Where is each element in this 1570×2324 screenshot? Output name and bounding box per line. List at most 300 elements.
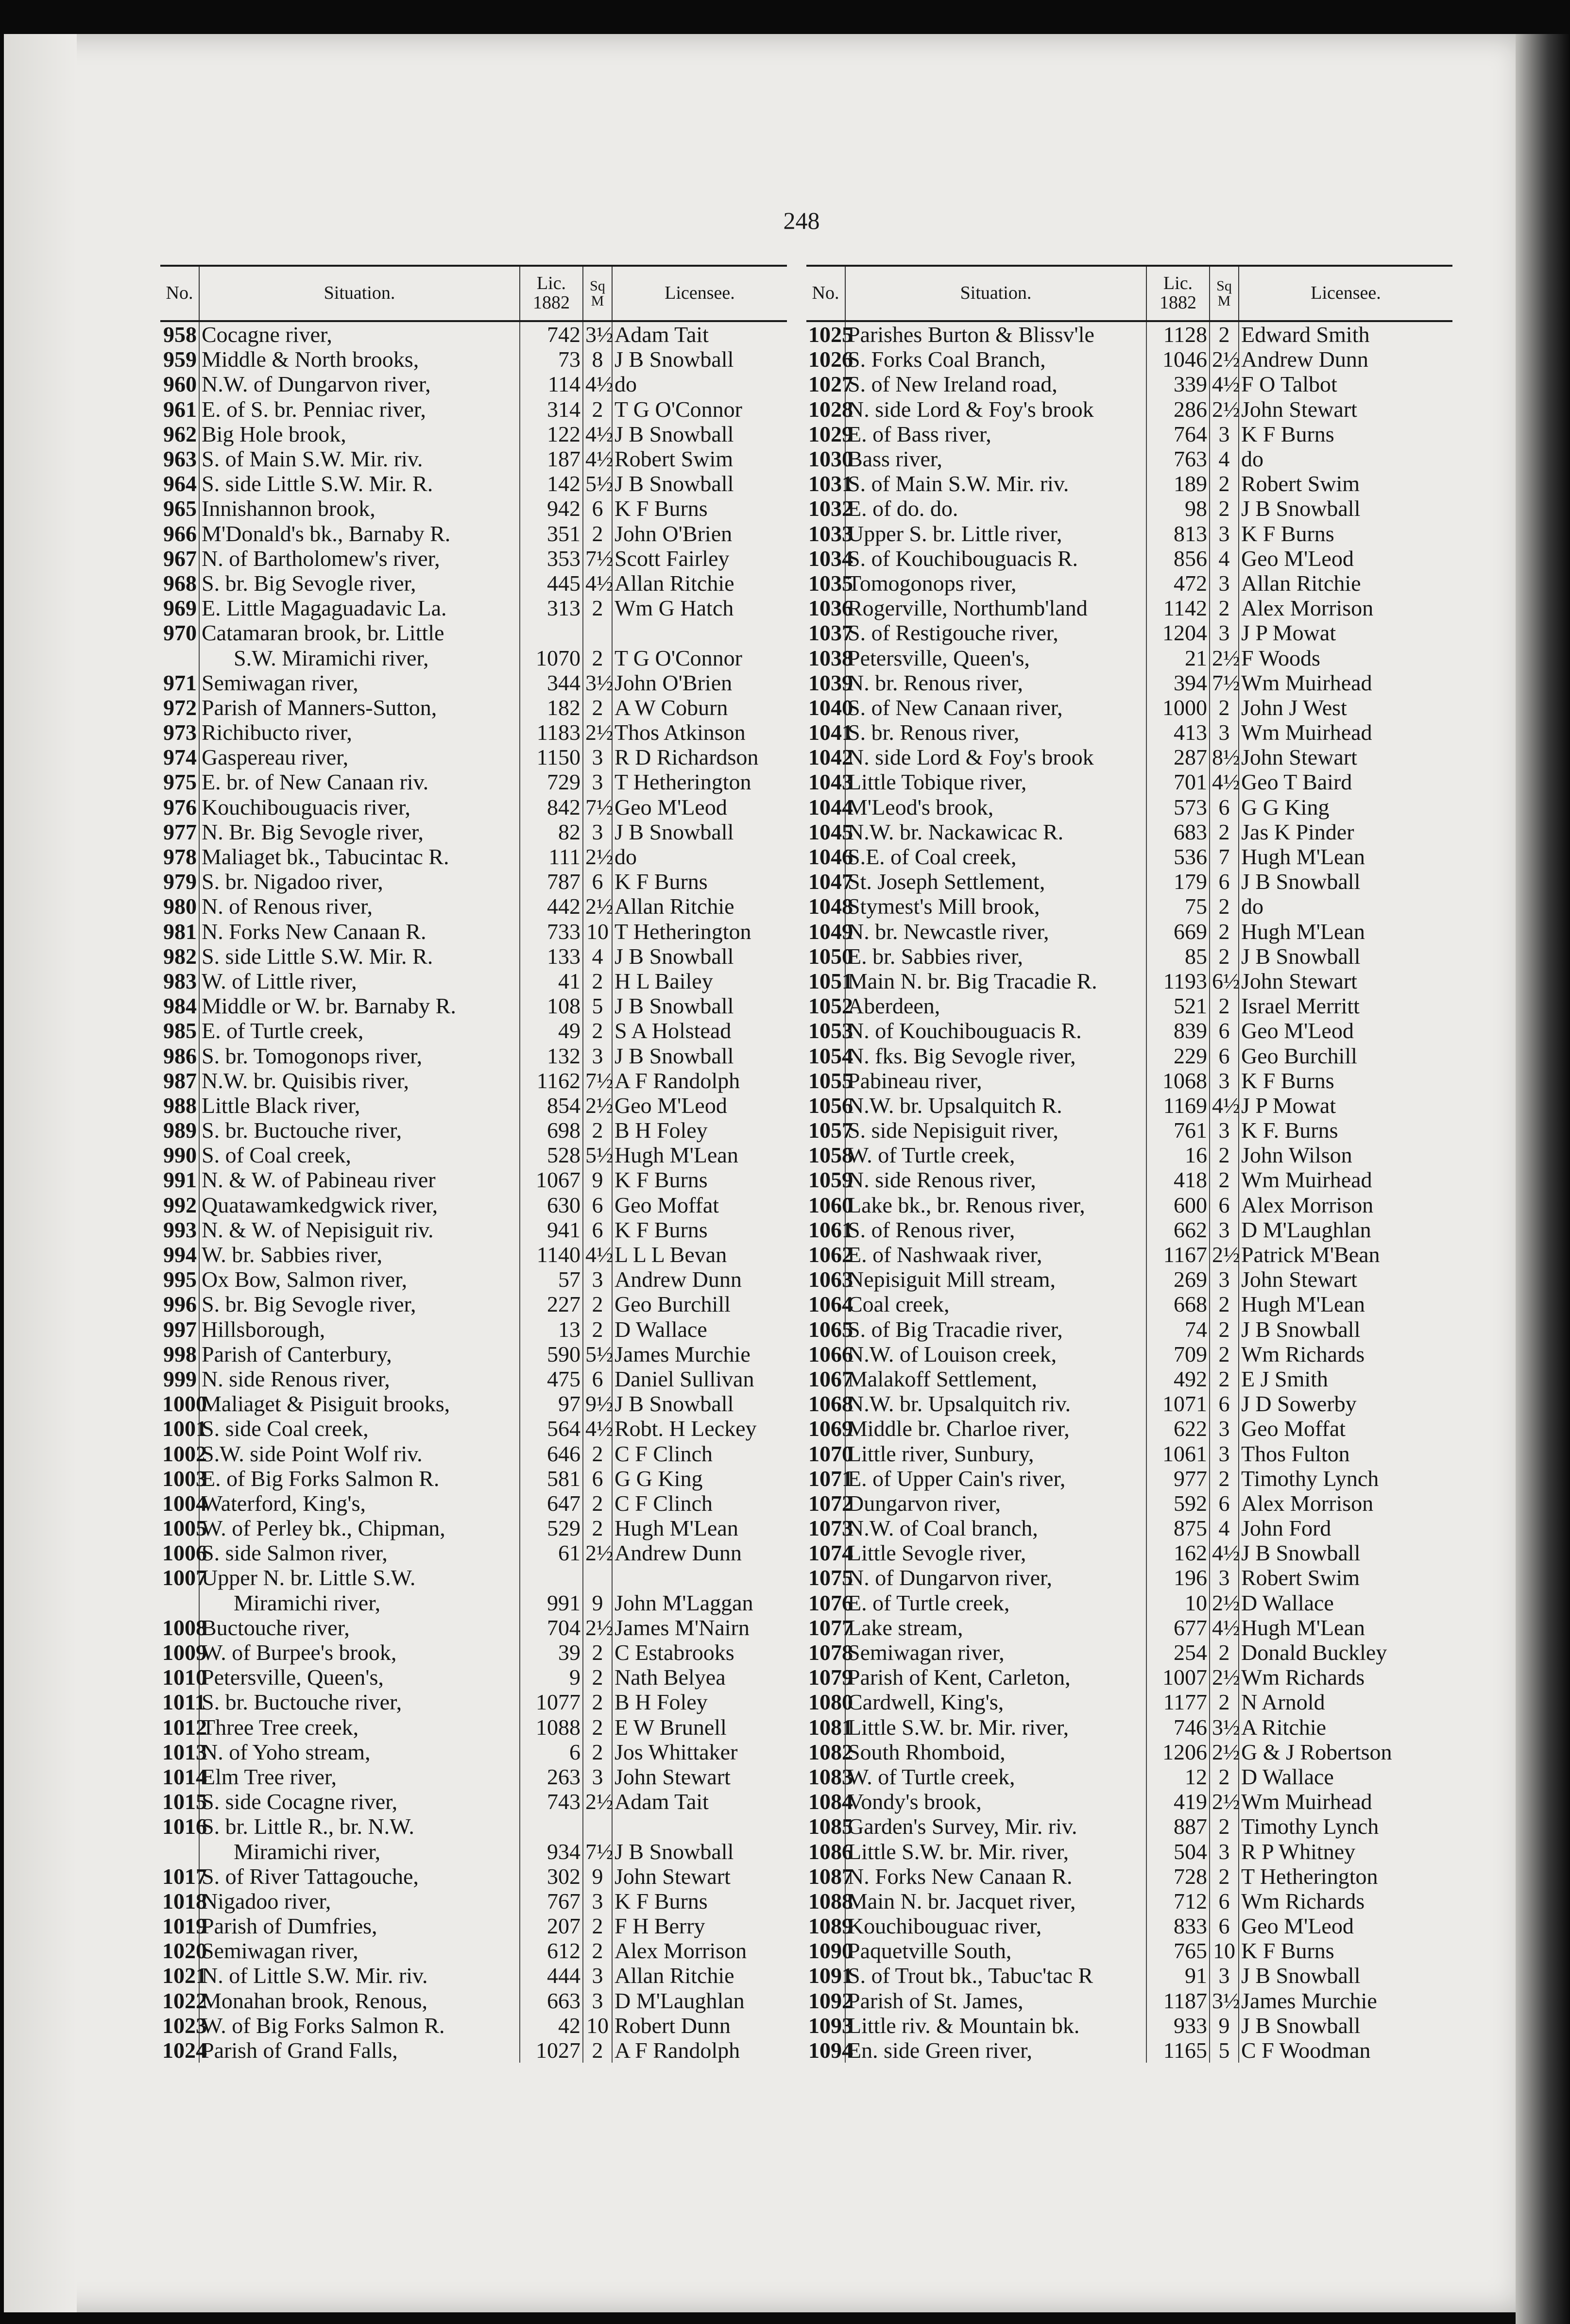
table-row bbox=[806, 1615, 1452, 1640]
cell-number: 1019 bbox=[160, 1914, 199, 1938]
cell-situation: M'Leod's brook, bbox=[845, 795, 1146, 820]
cell-situation: E. of Upper Cain's river, bbox=[845, 1466, 1146, 1491]
cell-licence-1882: 875 bbox=[1146, 1516, 1210, 1540]
cell-licensee: T Hetherington bbox=[614, 919, 751, 944]
page-gutter-shadow bbox=[1516, 34, 1570, 2324]
cell-licence-1882: 1162 bbox=[520, 1068, 583, 1093]
cell-situation: N. br. Renous river, bbox=[845, 670, 1146, 695]
cell-licence-1882: 207 bbox=[520, 1914, 583, 1938]
cell-square-miles: 4½ bbox=[583, 1416, 612, 1441]
cell-square-miles: 7½ bbox=[1210, 670, 1239, 695]
cell-square-miles: 2 bbox=[1210, 1317, 1239, 1342]
cell-square-miles: 3 bbox=[1210, 720, 1239, 745]
cell-licence-1882: 746 bbox=[1146, 1715, 1210, 1740]
cell-situation: Maliaget bk., Tabucintac R. bbox=[199, 844, 520, 869]
cell-number: 1085 bbox=[806, 1814, 845, 1839]
table-row bbox=[806, 720, 1452, 745]
cell-number: 970 bbox=[160, 620, 199, 645]
cell-licence-1882: 1007 bbox=[1146, 1665, 1210, 1690]
cell-licensee: B H Foley bbox=[614, 1690, 708, 1715]
cell-square-miles: 9 bbox=[583, 1167, 612, 1192]
cell-licence-1882: 1071 bbox=[1146, 1391, 1210, 1416]
cell-situation: Little S.W. br. Mir. river, bbox=[845, 1839, 1146, 1863]
cell-number: 1000 bbox=[160, 1391, 199, 1416]
cell-square-miles: 4 bbox=[1210, 546, 1239, 571]
cell-square-miles: 2½ bbox=[1210, 1740, 1239, 1764]
cell-number: 1013 bbox=[160, 1740, 199, 1764]
cell-licensee: J B Snowball bbox=[614, 471, 734, 496]
cell-number: 1015 bbox=[160, 1789, 199, 1814]
cell-situation: Little Black river, bbox=[199, 1093, 520, 1118]
cell-number: 1058 bbox=[806, 1143, 845, 1167]
cell-number: 1082 bbox=[806, 1740, 845, 1764]
cell-situation: Maliaget & Pisiguit brooks, bbox=[199, 1391, 520, 1416]
cell-licensee: Alex Morrison bbox=[1241, 1192, 1374, 1217]
cell-square-miles: 2 bbox=[1210, 894, 1239, 919]
table-row bbox=[160, 820, 787, 844]
cell-number: 1059 bbox=[806, 1167, 845, 1192]
cell-licensee: do bbox=[614, 372, 637, 397]
cell-licence-1882: 663 bbox=[520, 1988, 583, 2013]
cell-number: 1063 bbox=[806, 1267, 845, 1292]
table-row bbox=[160, 1367, 787, 1391]
cell-licensee: Thos Atkinson bbox=[614, 720, 746, 745]
cell-square-miles: 6 bbox=[1210, 1491, 1239, 1516]
cell-situation: Parish of Grand Falls, bbox=[199, 2038, 520, 2063]
cell-licence-1882: 39 bbox=[520, 1640, 583, 1665]
cell-number: 1074 bbox=[806, 1540, 845, 1565]
cell-licence-1882: 728 bbox=[1146, 1864, 1210, 1889]
cell-square-miles: 6 bbox=[1210, 1889, 1239, 1914]
cell-situation: Quatawamkedgwick river, bbox=[199, 1193, 520, 1217]
cell-licence-1882: 1193 bbox=[1146, 969, 1210, 993]
cell-square-miles: 2 bbox=[583, 596, 612, 620]
cell-square-miles: 6 bbox=[583, 1466, 612, 1491]
cell-number: 1042 bbox=[806, 745, 845, 769]
cell-square-miles: 2½ bbox=[583, 720, 612, 745]
cell-licence-1882: 445 bbox=[520, 571, 583, 596]
table-row bbox=[806, 1665, 1452, 1690]
cell-square-miles: 2 bbox=[583, 969, 612, 993]
cell-situation: Miramichi river, bbox=[199, 1590, 520, 1615]
cell-licensee: T Hetherington bbox=[614, 769, 751, 795]
cell-situation: N. of Little S.W. Mir. riv. bbox=[199, 1963, 520, 1988]
cell-situation: Garden's Survey, Mir. riv. bbox=[845, 1814, 1146, 1839]
cell-licence-1882: 701 bbox=[1146, 769, 1210, 794]
header-licensee: Licensee. bbox=[612, 266, 787, 321]
cell-licence-1882: 122 bbox=[520, 422, 583, 446]
cell-licensee: Patrick M'Bean bbox=[1241, 1242, 1380, 1267]
cell-number: 1051 bbox=[806, 969, 845, 993]
cell-licensee: H L Bailey bbox=[614, 968, 713, 993]
cell-number: 1073 bbox=[806, 1516, 845, 1540]
cell-situation: E. br. Sabbies river, bbox=[845, 944, 1146, 969]
cell-square-miles: 2 bbox=[1210, 1814, 1239, 1839]
cell-licence-1882: 9 bbox=[520, 1665, 583, 1690]
cell-square-miles: 5 bbox=[583, 993, 612, 1018]
table-row bbox=[160, 670, 787, 695]
cell-number: 960 bbox=[160, 372, 199, 396]
cell-licensee: John O'Brien bbox=[614, 521, 733, 546]
cell-licence-1882: 353 bbox=[520, 546, 583, 571]
cell-number: 1036 bbox=[806, 596, 845, 620]
table-row bbox=[160, 795, 787, 820]
cell-situation: N.W. br. Upsalquitch riv. bbox=[845, 1391, 1146, 1416]
cell-square-miles: 6 bbox=[1210, 869, 1239, 894]
cell-licence-1882: 475 bbox=[520, 1367, 583, 1391]
cell-square-miles: 3 bbox=[583, 1889, 612, 1914]
table-row bbox=[806, 1391, 1452, 1416]
cell-licence-1882: 111 bbox=[520, 844, 583, 869]
cell-number: 997 bbox=[160, 1317, 199, 1342]
cell-number: 1066 bbox=[806, 1342, 845, 1367]
cell-situation: Coal creek, bbox=[845, 1292, 1146, 1316]
cell-number: 1034 bbox=[806, 546, 845, 571]
cell-licence-1882 bbox=[520, 1814, 583, 1839]
cell-square-miles: 3 bbox=[1210, 1416, 1239, 1441]
table-row bbox=[160, 1093, 787, 1118]
cell-square-miles: 2 bbox=[583, 1740, 612, 1764]
cell-number: 1041 bbox=[806, 720, 845, 745]
cell-number: 1010 bbox=[160, 1665, 199, 1690]
cell-square-miles: 6 bbox=[1210, 1391, 1239, 1416]
cell-licensee: John Ford bbox=[1241, 1516, 1331, 1541]
cell-licensee: Donald Buckley bbox=[1241, 1640, 1387, 1665]
cell-licensee: Geo Moffat bbox=[614, 1192, 719, 1217]
cell-licence-1882: 286 bbox=[1146, 397, 1210, 422]
table-row bbox=[806, 1267, 1452, 1292]
cell-licence-1882: 16 bbox=[1146, 1143, 1210, 1167]
cell-square-miles: 8 bbox=[583, 347, 612, 372]
cell-number: 1076 bbox=[806, 1590, 845, 1615]
cell-licence-1882: 592 bbox=[1146, 1491, 1210, 1516]
cell-situation: Buctouche river, bbox=[199, 1615, 520, 1640]
cell-number: 1078 bbox=[806, 1640, 845, 1665]
table-row bbox=[806, 1342, 1452, 1367]
cell-licensee: K F Burns bbox=[1241, 421, 1334, 446]
cell-licence-1882: 842 bbox=[520, 795, 583, 820]
cell-situation: W. of Little river, bbox=[199, 969, 520, 993]
table-row bbox=[806, 1242, 1452, 1267]
cell-situation: N. of Kouchibouguacis R. bbox=[845, 1018, 1146, 1043]
cell-square-miles: 4½ bbox=[583, 446, 612, 471]
cell-situation: Petersville, Queen's, bbox=[199, 1665, 520, 1690]
cell-situation: S. Forks Coal Branch, bbox=[845, 347, 1146, 372]
cell-square-miles: 2 bbox=[583, 1690, 612, 1714]
table-row bbox=[806, 1491, 1452, 1516]
cell-licensee: John Stewart bbox=[1241, 968, 1357, 993]
cell-number: 1061 bbox=[806, 1217, 845, 1242]
cell-number: 999 bbox=[160, 1367, 199, 1391]
header-lic-line2: 1882 bbox=[533, 292, 570, 313]
cell-licensee: A W Coburn bbox=[614, 695, 728, 720]
cell-licence-1882: 729 bbox=[520, 769, 583, 794]
cell-number: 1026 bbox=[806, 347, 845, 372]
cell-situation: E. of Nashwaak river, bbox=[845, 1242, 1146, 1267]
cell-square-miles: 2 bbox=[1210, 919, 1239, 944]
cell-situation: Petersville, Queen's, bbox=[845, 645, 1146, 670]
cell-licensee: Hugh M'Lean bbox=[614, 1516, 738, 1541]
cell-situation: S. side Little S.W. Mir. R. bbox=[199, 471, 520, 496]
table-row bbox=[160, 844, 787, 869]
table-row bbox=[160, 1018, 787, 1043]
cell-situation: S. side Salmon river, bbox=[199, 1540, 520, 1565]
cell-square-miles: 2½ bbox=[1210, 397, 1239, 422]
cell-number: 969 bbox=[160, 596, 199, 620]
cell-square-miles: 3 bbox=[1210, 1068, 1239, 1093]
cell-licensee: C Estabrooks bbox=[614, 1640, 734, 1665]
cell-square-miles: 3½ bbox=[1210, 1715, 1239, 1740]
table-row bbox=[806, 1416, 1452, 1441]
cell-licensee: Wm Richards bbox=[1241, 1665, 1365, 1690]
cell-licence-1882: 227 bbox=[520, 1292, 583, 1316]
cell-licensee: J P Mowat bbox=[1241, 620, 1336, 646]
cell-number: 1071 bbox=[806, 1466, 845, 1491]
cell-number bbox=[160, 645, 199, 670]
cell-square-miles: 2 bbox=[583, 1715, 612, 1740]
cell-number: 1029 bbox=[806, 422, 845, 446]
cell-licence-1882: 73 bbox=[520, 347, 583, 372]
cell-number: 1032 bbox=[806, 496, 845, 521]
cell-square-miles: 2 bbox=[583, 1018, 612, 1043]
table-row bbox=[806, 1814, 1452, 1839]
cell-square-miles: 8½ bbox=[1210, 745, 1239, 769]
cell-licensee: C F Clinch bbox=[614, 1490, 713, 1516]
table-row bbox=[806, 1740, 1452, 1764]
cell-licence-1882: 669 bbox=[1146, 919, 1210, 944]
cell-square-miles: 2 bbox=[1210, 1143, 1239, 1167]
cell-licensee: T Hetherington bbox=[1241, 1863, 1378, 1889]
cell-licence-1882: 313 bbox=[520, 596, 583, 620]
cell-situation: S. br. Renous river, bbox=[845, 720, 1146, 745]
table-row bbox=[160, 1217, 787, 1242]
cell-licence-1882: 600 bbox=[1146, 1193, 1210, 1217]
left-table-body bbox=[160, 321, 787, 2063]
table-row bbox=[806, 769, 1452, 794]
cell-square-miles: 2 bbox=[583, 1441, 612, 1466]
cell-licensee: John Stewart bbox=[1241, 396, 1357, 422]
cell-licence-1882: 521 bbox=[1146, 993, 1210, 1018]
table-row bbox=[160, 1441, 787, 1466]
right-ledger bbox=[806, 265, 1452, 2063]
cell-situation: S. of Renous river, bbox=[845, 1217, 1146, 1242]
header-sq bbox=[1210, 266, 1239, 321]
table-row bbox=[806, 1988, 1452, 2013]
cell-number: 965 bbox=[160, 496, 199, 521]
table-row bbox=[160, 993, 787, 1018]
cell-licensee: Geo T Baird bbox=[1241, 769, 1352, 795]
cell-square-miles bbox=[583, 620, 612, 645]
table-row bbox=[160, 1267, 787, 1292]
table-row bbox=[160, 869, 787, 894]
cell-number: 1031 bbox=[806, 471, 845, 496]
cell-licence-1882: 179 bbox=[1146, 869, 1210, 894]
cell-number: 1060 bbox=[806, 1193, 845, 1217]
cell-licensee: Andrew Dunn bbox=[1241, 347, 1368, 372]
cell-licensee: A Ritchie bbox=[1241, 1714, 1327, 1740]
cell-licence-1882: 162 bbox=[1146, 1540, 1210, 1565]
cell-square-miles: 4½ bbox=[1210, 1540, 1239, 1565]
cell-licensee: James Murchie bbox=[614, 1341, 751, 1367]
cell-licence-1882: 761 bbox=[1146, 1118, 1210, 1143]
cell-licensee: Alex Morrison bbox=[1241, 1490, 1374, 1516]
cell-licensee: James M'Nairn bbox=[614, 1615, 750, 1640]
cell-square-miles: 3 bbox=[1210, 620, 1239, 645]
cell-situation: Main N. br. Jacquet river, bbox=[845, 1889, 1146, 1914]
header-sq-line1: Sq bbox=[590, 277, 605, 294]
cell-number: 1037 bbox=[806, 620, 845, 645]
cell-number: 1053 bbox=[806, 1018, 845, 1043]
cell-licensee: J B Snowball bbox=[1241, 869, 1361, 894]
cell-situation: Rogerville, Northumb'land bbox=[845, 596, 1146, 620]
cell-licensee: Hugh M'Lean bbox=[614, 1143, 738, 1168]
table-row bbox=[160, 496, 787, 521]
cell-licence-1882: 442 bbox=[520, 894, 583, 919]
cell-square-miles: 3 bbox=[1210, 1217, 1239, 1242]
table-row bbox=[160, 1118, 787, 1143]
cell-situation: Gaspereau river, bbox=[199, 745, 520, 769]
cell-licensee: Robert Swim bbox=[614, 446, 734, 472]
table-row bbox=[160, 1640, 787, 1665]
cell-licence-1882: 1077 bbox=[520, 1690, 583, 1714]
cell-licence-1882: 57 bbox=[520, 1267, 583, 1292]
cell-situation: N.W. br. Quisibis river, bbox=[199, 1068, 520, 1093]
cell-licensee: Edward Smith bbox=[1241, 322, 1370, 347]
cell-licence-1882: 764 bbox=[1146, 422, 1210, 446]
cell-licence-1882: 1183 bbox=[520, 720, 583, 745]
cell-licensee: J B Snowball bbox=[614, 1043, 734, 1068]
table-row bbox=[806, 321, 1452, 347]
cell-square-miles: 3 bbox=[583, 769, 612, 794]
left-licence-table bbox=[160, 265, 787, 2063]
cell-licence-1882: 1027 bbox=[520, 2038, 583, 2063]
cell-licensee: G G King bbox=[614, 1466, 703, 1491]
cell-licensee: K F Burns bbox=[1241, 1068, 1334, 1093]
cell-licence-1882: 677 bbox=[1146, 1615, 1210, 1640]
cell-number: 980 bbox=[160, 894, 199, 919]
cell-square-miles: 3 bbox=[1210, 521, 1239, 546]
table-row bbox=[160, 1516, 787, 1540]
cell-situation: Malakoff Settlement, bbox=[845, 1367, 1146, 1391]
cell-square-miles: 4½ bbox=[583, 422, 612, 446]
table-row bbox=[160, 546, 787, 571]
table-row bbox=[806, 869, 1452, 894]
cell-licensee: Allan Ritchie bbox=[614, 894, 734, 919]
cell-licensee: do bbox=[1241, 894, 1263, 919]
cell-square-miles: 2 bbox=[583, 695, 612, 720]
table-row bbox=[806, 1715, 1452, 1740]
cell-square-miles: 3 bbox=[583, 1963, 612, 1988]
table-row bbox=[160, 1889, 787, 1914]
cell-licensee: J B Snowball bbox=[1241, 1540, 1361, 1566]
cell-square-miles: 3 bbox=[1210, 1118, 1239, 1143]
cell-licensee: D M'Laughlan bbox=[1241, 1217, 1371, 1242]
cell-number: 1092 bbox=[806, 1988, 845, 2013]
cell-situation: N.W. of Coal branch, bbox=[845, 1516, 1146, 1540]
cell-situation: Three Tree creek, bbox=[199, 1715, 520, 1740]
cell-number: 1024 bbox=[160, 2038, 199, 2063]
cell-licensee: J B Snowball bbox=[614, 993, 734, 1019]
cell-square-miles: 3 bbox=[583, 1043, 612, 1068]
cell-situation: Cardwell, King's, bbox=[845, 1690, 1146, 1714]
cell-licence-1882: 189 bbox=[1146, 471, 1210, 496]
table-row bbox=[806, 1093, 1452, 1118]
cell-licence-1882: 344 bbox=[520, 670, 583, 695]
cell-number: 996 bbox=[160, 1292, 199, 1316]
table-row bbox=[160, 471, 787, 496]
cell-square-miles: 2 bbox=[1210, 1466, 1239, 1491]
cell-situation: E. of S. br. Penniac river, bbox=[199, 397, 520, 422]
cell-number: 974 bbox=[160, 745, 199, 769]
cell-licensee: J B Snowball bbox=[1241, 1316, 1361, 1342]
cell-situation: Waterford, King's, bbox=[199, 1491, 520, 1516]
cell-number: 990 bbox=[160, 1143, 199, 1167]
cell-licence-1882: 991 bbox=[520, 1590, 583, 1615]
cell-licence-1882: 683 bbox=[1146, 820, 1210, 844]
table-row bbox=[806, 372, 1452, 396]
cell-licensee: J B Snowball bbox=[1241, 496, 1361, 521]
cell-licence-1882: 733 bbox=[520, 919, 583, 944]
header-lic bbox=[1146, 266, 1210, 321]
cell-number: 1039 bbox=[806, 670, 845, 695]
cell-situation: Middle or W. br. Barnaby R. bbox=[199, 993, 520, 1018]
cell-square-miles: 2 bbox=[1210, 820, 1239, 844]
cell-number: 968 bbox=[160, 571, 199, 596]
cell-square-miles: 5½ bbox=[583, 1342, 612, 1367]
cell-number: 1087 bbox=[806, 1864, 845, 1889]
table-header-row bbox=[160, 266, 787, 321]
cell-situation: Aberdeen, bbox=[845, 993, 1146, 1018]
cell-licensee: J B Snowball bbox=[614, 347, 734, 372]
cell-licence-1882: 1067 bbox=[520, 1167, 583, 1192]
cell-licensee: T G O'Connor bbox=[614, 396, 742, 422]
cell-number: 1064 bbox=[806, 1292, 845, 1316]
cell-number: 1091 bbox=[806, 1963, 845, 1988]
cell-square-miles: 3½ bbox=[583, 670, 612, 695]
cell-licensee: Daniel Sullivan bbox=[614, 1366, 754, 1391]
table-row bbox=[806, 1043, 1452, 1068]
cell-licence-1882: 82 bbox=[520, 820, 583, 844]
cell-situation: N.W. of Dungarvon river, bbox=[199, 372, 520, 396]
table-row bbox=[806, 919, 1452, 944]
cell-situation: S. of Coal creek, bbox=[199, 1143, 520, 1167]
cell-licensee: F O Talbot bbox=[1241, 372, 1337, 397]
table-row bbox=[806, 1565, 1452, 1590]
cell-square-miles: 6 bbox=[1210, 1193, 1239, 1217]
cell-licensee: Allan Ritchie bbox=[1241, 570, 1361, 596]
cell-square-miles: 2 bbox=[583, 1118, 612, 1143]
cell-licence-1882: 763 bbox=[1146, 446, 1210, 471]
cell-situation: S. br. Big Sevogle river, bbox=[199, 571, 520, 596]
cell-situation: W. br. Sabbies river, bbox=[199, 1242, 520, 1267]
cell-number: 1002 bbox=[160, 1441, 199, 1466]
cell-licensee: do bbox=[1241, 446, 1263, 472]
cell-situation: Richibucto river, bbox=[199, 720, 520, 745]
table-row bbox=[160, 745, 787, 769]
cell-situation: Parish of Dumfries, bbox=[199, 1914, 520, 1938]
cell-situation: Parish of Canterbury, bbox=[199, 1342, 520, 1367]
cell-licence-1882: 1142 bbox=[1146, 596, 1210, 620]
table-row bbox=[160, 571, 787, 596]
cell-number: 961 bbox=[160, 397, 199, 422]
table-row bbox=[160, 1814, 787, 1839]
cell-licence-1882: 1187 bbox=[1146, 1988, 1210, 2013]
left-ledger bbox=[160, 265, 787, 2063]
right-licence-table bbox=[806, 265, 1452, 2063]
cell-square-miles: 4½ bbox=[1210, 1615, 1239, 1640]
cell-licensee: J B Snowball bbox=[614, 421, 734, 446]
cell-square-miles: 9½ bbox=[583, 1391, 612, 1416]
